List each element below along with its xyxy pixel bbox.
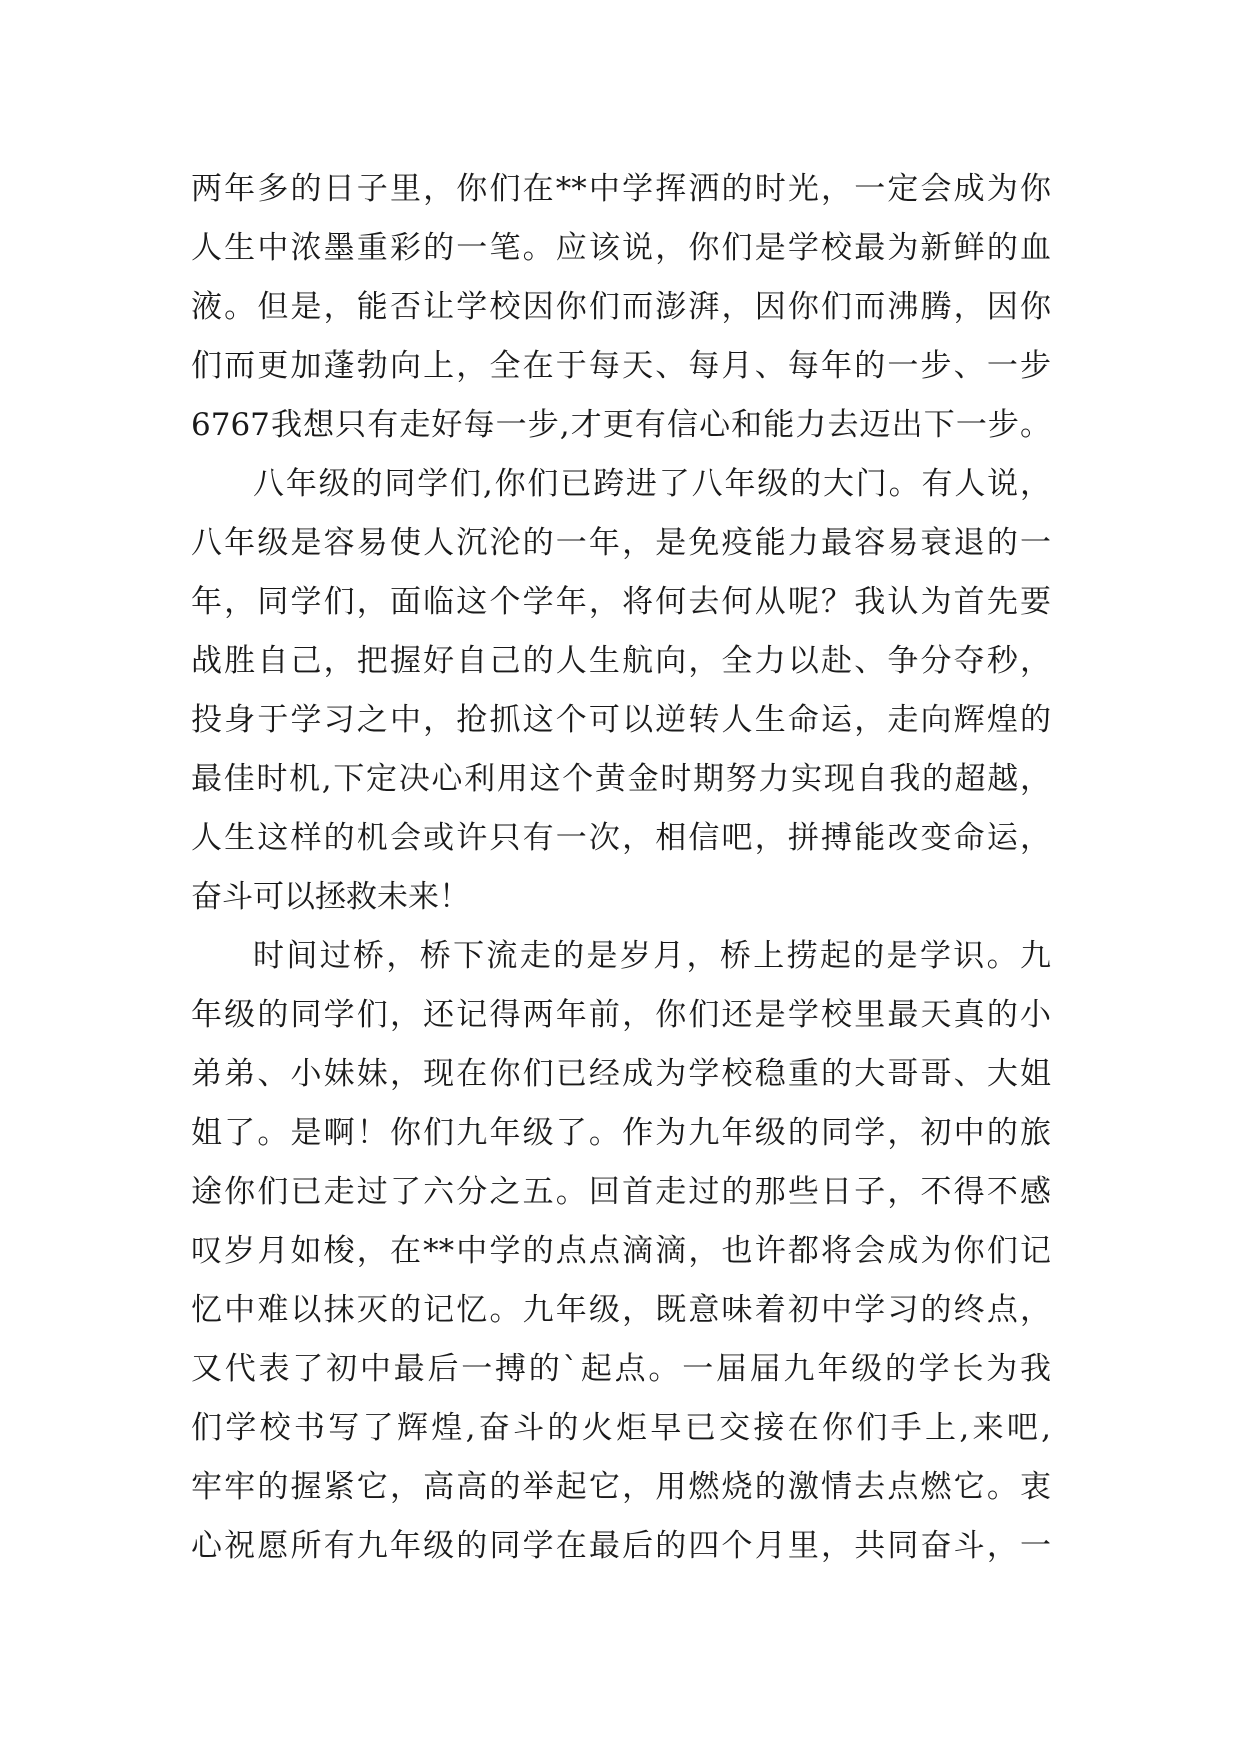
text-line: 人生中浓墨重彩的一笔。应该说，你们是学校最为新鲜的血 <box>191 230 1051 266</box>
text-line: 心祝愿所有九年级的同学在最后的四个月里，共同奋斗，一 <box>191 1528 1051 1564</box>
text-line: 液。但是，能否让学校因你们而澎湃，因你们而沸腾，因你 <box>191 289 1051 325</box>
text-line: 最佳时机,下定决心利用这个黄金时期努力实现自我的超越， <box>191 761 1051 797</box>
text-line: 弟弟、小妹妹，现在你们已经成为学校稳重的大哥哥、大姐 <box>191 1056 1051 1092</box>
text-line: 们学校书写了辉煌,奋斗的火炬早已交接在你们手上,来吧, <box>191 1410 1051 1446</box>
text-line: 们而更加蓬勃向上，全在于每天、每月、每年的一步、一步 <box>191 348 1051 384</box>
text-line: 时间过桥，桥下流走的是岁月，桥上捞起的是学识。九 <box>253 938 1051 974</box>
text-line: 姐了。是啊！你们九年级了。作为九年级的同学，初中的旅 <box>191 1115 1051 1151</box>
text-line: 牢牢的握紧它，高高的举起它，用燃烧的激情去点燃它。衷 <box>191 1469 1051 1505</box>
text-line: 途你们已走过了六分之五。回首走过的那些日子，不得不感 <box>191 1174 1051 1210</box>
text-line: 忆中难以抹灭的记忆。九年级，既意味着初中学习的终点， <box>191 1292 1051 1328</box>
text-line: 八年级的同学们,你们已跨进了八年级的大门。有人说， <box>253 466 1051 502</box>
text-line: 又代表了初中最后一搏的`起点。一届届九年级的学长为我 <box>191 1351 1051 1387</box>
text-line: 八年级是容易使人沉沦的一年，是免疫能力最容易衰退的一 <box>191 525 1051 561</box>
body-text <box>191 160 1051 1576</box>
text-line: 年，同学们，面临这个学年，将何去何从呢？我认为首先要 <box>191 584 1051 620</box>
text-line: 战胜自己，把握好自己的人生航向，全力以赴、争分夺秒， <box>191 643 1051 679</box>
text-line: 6767我想只有走好每一步,才更有信心和能力去迈出下一步。 <box>191 407 1051 443</box>
text-line: 两年多的日子里，你们在**中学挥洒的时光，一定会成为你 <box>191 171 1051 207</box>
text-line: 叹岁月如梭，在**中学的点点滴滴，也许都将会成为你们记 <box>191 1233 1051 1269</box>
text-line: 奋斗可以拯救未来！ <box>191 879 470 915</box>
text-line: 投身于学习之中，抢抓这个可以逆转人生命运，走向辉煌的 <box>191 702 1051 738</box>
text-line: 年级的同学们，还记得两年前，你们还是学校里最天真的小 <box>191 997 1051 1033</box>
text-line: 人生这样的机会或许只有一次，相信吧，拼搏能改变命运， <box>191 820 1051 856</box>
